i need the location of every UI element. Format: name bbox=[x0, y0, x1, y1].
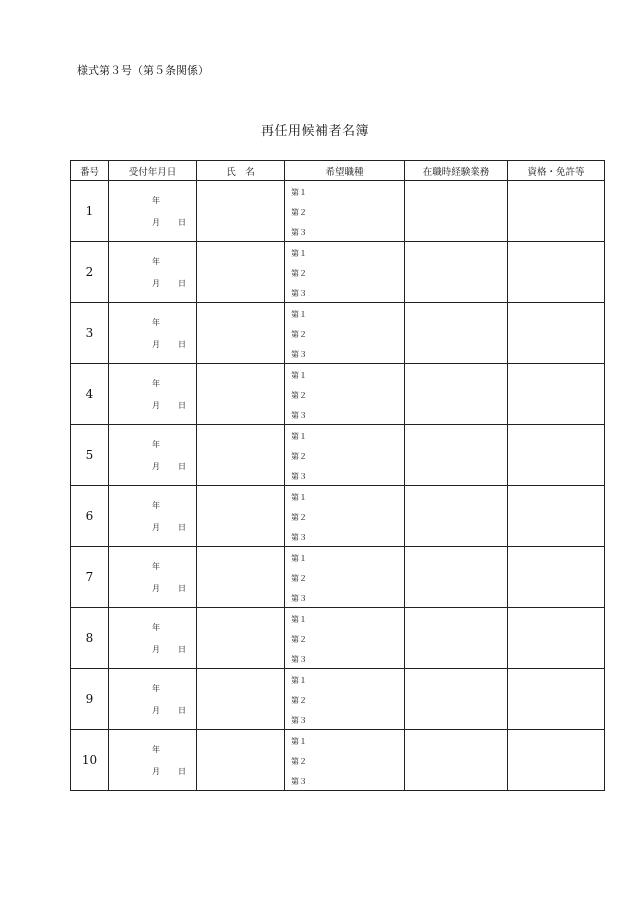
preference-1-label: 第１ bbox=[291, 432, 307, 441]
experience-cell[interactable] bbox=[405, 242, 508, 303]
table-row bbox=[71, 181, 605, 242]
qualifications-cell[interactable] bbox=[508, 730, 605, 791]
year-label: 年 bbox=[152, 623, 160, 632]
experience-cell[interactable] bbox=[405, 486, 508, 547]
header-desired-job: 希望職種 bbox=[285, 161, 405, 181]
experience-cell[interactable] bbox=[405, 364, 508, 425]
day-label: 日 bbox=[178, 279, 186, 288]
qualifications-cell[interactable] bbox=[508, 181, 605, 242]
month-label: 月 bbox=[152, 584, 160, 593]
preference-1-label: 第１ bbox=[291, 371, 307, 380]
day-label: 日 bbox=[178, 767, 186, 776]
document-title: 再任用候補者名簿 bbox=[260, 124, 369, 139]
month-label: 月 bbox=[152, 767, 160, 776]
preference-1-label: 第１ bbox=[291, 737, 307, 746]
row-number: 8 bbox=[71, 608, 109, 669]
qualifications-cell[interactable] bbox=[508, 486, 605, 547]
desired-job-cell[interactable] bbox=[285, 730, 405, 791]
row-number: 10 bbox=[71, 730, 109, 791]
month-label: 月 bbox=[152, 706, 160, 715]
experience-cell[interactable] bbox=[405, 608, 508, 669]
qualifications-cell[interactable] bbox=[508, 364, 605, 425]
qualifications-cell[interactable] bbox=[508, 242, 605, 303]
desired-job-cell[interactable] bbox=[285, 303, 405, 364]
row-number: 7 bbox=[71, 547, 109, 608]
preference-3-label: 第３ bbox=[291, 533, 307, 542]
name-cell[interactable] bbox=[197, 181, 285, 242]
header-reception-date: 受付年月日 bbox=[109, 161, 197, 181]
desired-job-cell[interactable] bbox=[285, 669, 405, 730]
experience-cell[interactable] bbox=[405, 425, 508, 486]
name-cell[interactable] bbox=[197, 303, 285, 364]
table-row bbox=[71, 242, 605, 303]
reception-date-cell[interactable] bbox=[109, 608, 197, 669]
day-label: 日 bbox=[178, 218, 186, 227]
reception-date-cell[interactable] bbox=[109, 425, 197, 486]
year-label: 年 bbox=[152, 501, 160, 510]
experience-cell[interactable] bbox=[405, 181, 508, 242]
experience-cell[interactable] bbox=[405, 669, 508, 730]
qualifications-cell[interactable] bbox=[508, 547, 605, 608]
name-cell[interactable] bbox=[197, 547, 285, 608]
preference-2-label: 第２ bbox=[291, 635, 307, 644]
preference-3-label: 第３ bbox=[291, 350, 307, 359]
year-label: 年 bbox=[152, 684, 160, 693]
preference-3-label: 第３ bbox=[291, 777, 307, 786]
preference-1-label: 第１ bbox=[291, 188, 307, 197]
row-number: 3 bbox=[71, 303, 109, 364]
header-name: 氏 名 bbox=[197, 161, 285, 181]
preference-1-label: 第１ bbox=[291, 554, 307, 563]
month-label: 月 bbox=[152, 645, 160, 654]
name-cell[interactable] bbox=[197, 364, 285, 425]
year-label: 年 bbox=[152, 257, 160, 266]
experience-cell[interactable] bbox=[405, 547, 508, 608]
desired-job-cell[interactable] bbox=[285, 608, 405, 669]
day-label: 日 bbox=[178, 401, 186, 410]
day-label: 日 bbox=[178, 706, 186, 715]
row-number: 5 bbox=[71, 425, 109, 486]
day-label: 日 bbox=[178, 523, 186, 532]
name-cell[interactable] bbox=[197, 486, 285, 547]
preference-3-label: 第３ bbox=[291, 716, 307, 725]
year-label: 年 bbox=[152, 196, 160, 205]
reception-date-cell[interactable] bbox=[109, 486, 197, 547]
qualifications-cell[interactable] bbox=[508, 425, 605, 486]
form-number: 様式第３号（第５条関係） bbox=[77, 64, 209, 77]
table-row bbox=[71, 303, 605, 364]
desired-job-cell[interactable] bbox=[285, 181, 405, 242]
day-label: 日 bbox=[178, 584, 186, 593]
row-number: 4 bbox=[71, 364, 109, 425]
month-label: 月 bbox=[152, 279, 160, 288]
month-label: 月 bbox=[152, 462, 160, 471]
day-label: 日 bbox=[178, 462, 186, 471]
table-row bbox=[71, 547, 605, 608]
preference-2-label: 第２ bbox=[291, 574, 307, 583]
table-row bbox=[71, 730, 605, 791]
preference-2-label: 第２ bbox=[291, 208, 307, 217]
desired-job-cell[interactable] bbox=[285, 486, 405, 547]
preference-3-label: 第３ bbox=[291, 289, 307, 298]
month-label: 月 bbox=[152, 523, 160, 532]
reception-date-cell[interactable] bbox=[109, 547, 197, 608]
preference-1-label: 第１ bbox=[291, 310, 307, 319]
preference-3-label: 第３ bbox=[291, 472, 307, 481]
preference-2-label: 第２ bbox=[291, 391, 307, 400]
preference-3-label: 第３ bbox=[291, 594, 307, 603]
row-number: 6 bbox=[71, 486, 109, 547]
qualifications-cell[interactable] bbox=[508, 608, 605, 669]
year-label: 年 bbox=[152, 379, 160, 388]
header-qualifications: 資格・免許等 bbox=[508, 161, 605, 181]
row-number: 1 bbox=[71, 181, 109, 242]
desired-job-cell[interactable] bbox=[285, 364, 405, 425]
reception-date-cell[interactable] bbox=[109, 364, 197, 425]
preference-2-label: 第２ bbox=[291, 696, 307, 705]
preference-3-label: 第３ bbox=[291, 655, 307, 664]
year-label: 年 bbox=[152, 562, 160, 571]
preference-2-label: 第２ bbox=[291, 452, 307, 461]
preference-1-label: 第１ bbox=[291, 493, 307, 502]
desired-job-cell[interactable] bbox=[285, 425, 405, 486]
day-label: 日 bbox=[178, 645, 186, 654]
year-label: 年 bbox=[152, 440, 160, 449]
row-number: 2 bbox=[71, 242, 109, 303]
qualifications-cell[interactable] bbox=[508, 669, 605, 730]
month-label: 月 bbox=[152, 401, 160, 410]
table-row bbox=[71, 608, 605, 669]
table-row bbox=[71, 486, 605, 547]
year-label: 年 bbox=[152, 318, 160, 327]
name-cell[interactable] bbox=[197, 669, 285, 730]
desired-job-cell[interactable] bbox=[285, 547, 405, 608]
reception-date-cell[interactable] bbox=[109, 242, 197, 303]
preference-2-label: 第２ bbox=[291, 513, 307, 522]
table-header-row bbox=[71, 161, 605, 181]
preference-2-label: 第２ bbox=[291, 330, 307, 339]
experience-cell[interactable] bbox=[405, 303, 508, 364]
preference-3-label: 第３ bbox=[291, 411, 307, 420]
name-cell[interactable] bbox=[197, 425, 285, 486]
table-row bbox=[71, 669, 605, 730]
table-row bbox=[71, 364, 605, 425]
month-label: 月 bbox=[152, 340, 160, 349]
preference-1-label: 第１ bbox=[291, 615, 307, 624]
name-cell[interactable] bbox=[197, 730, 285, 791]
name-cell[interactable] bbox=[197, 242, 285, 303]
row-number: 9 bbox=[71, 669, 109, 730]
day-label: 日 bbox=[178, 340, 186, 349]
desired-job-cell[interactable] bbox=[285, 242, 405, 303]
reception-date-cell[interactable] bbox=[109, 303, 197, 364]
experience-cell[interactable] bbox=[405, 730, 508, 791]
preference-2-label: 第２ bbox=[291, 757, 307, 766]
month-label: 月 bbox=[152, 218, 160, 227]
preference-3-label: 第３ bbox=[291, 228, 307, 237]
candidate-roster-table bbox=[70, 160, 605, 791]
name-cell[interactable] bbox=[197, 608, 285, 669]
year-label: 年 bbox=[152, 745, 160, 754]
qualifications-cell[interactable] bbox=[508, 303, 605, 364]
reception-date-cell[interactable] bbox=[109, 669, 197, 730]
preference-2-label: 第２ bbox=[291, 269, 307, 278]
preference-1-label: 第１ bbox=[291, 249, 307, 258]
table-row bbox=[71, 425, 605, 486]
reception-date-cell[interactable] bbox=[109, 730, 197, 791]
header-experience: 在職時経験業務 bbox=[405, 161, 508, 181]
preference-1-label: 第１ bbox=[291, 676, 307, 685]
reception-date-cell[interactable] bbox=[109, 181, 197, 242]
header-number: 番号 bbox=[71, 161, 109, 181]
